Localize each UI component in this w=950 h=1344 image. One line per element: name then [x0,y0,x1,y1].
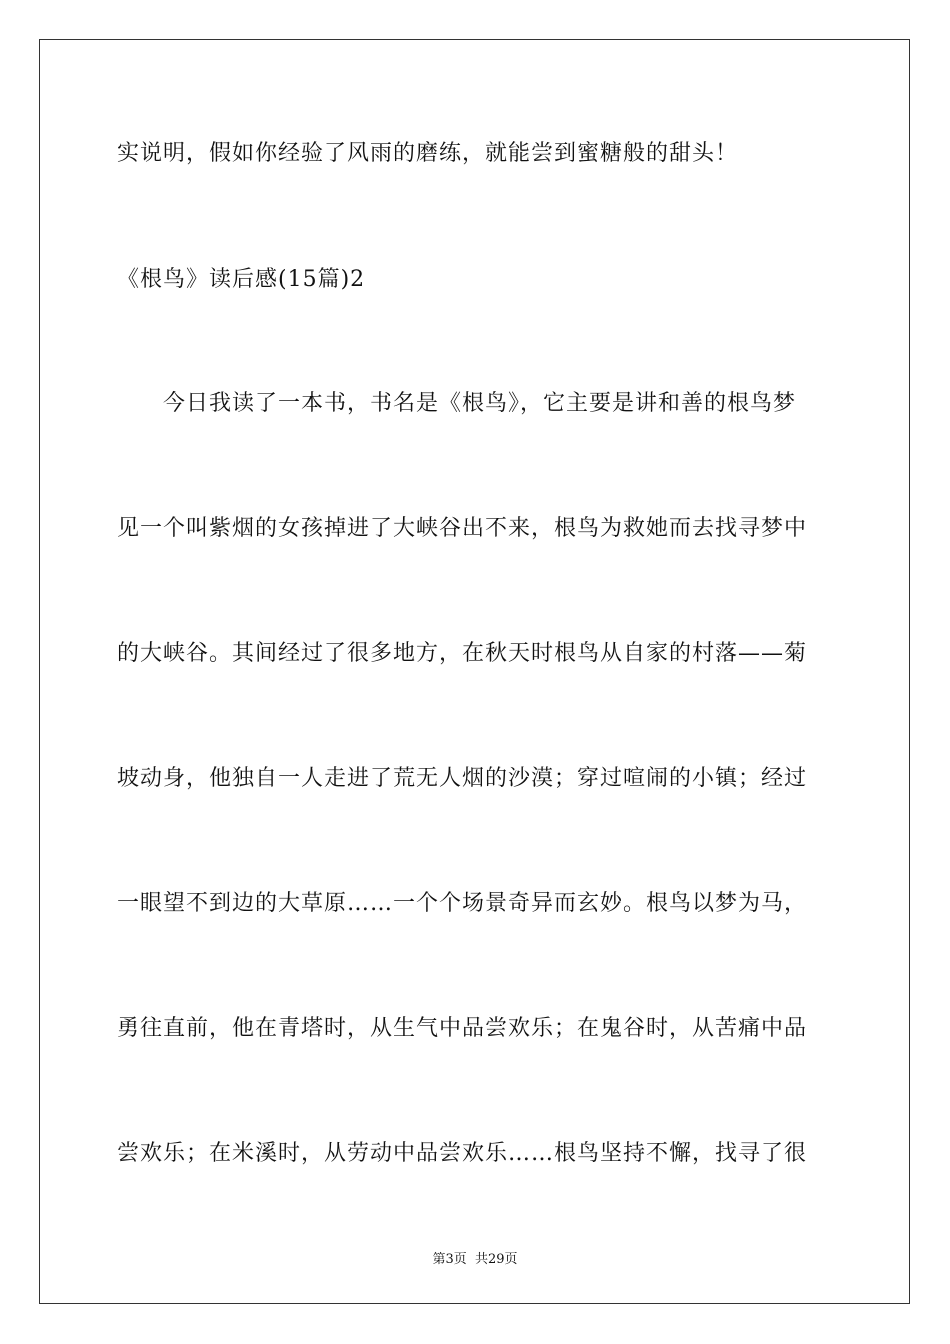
page-number: 第3页 [432,1252,467,1267]
paragraph-line-4: 坡动身，他独自一人走进了荒无人烟的沙漠；穿过喧闹的小镇；经过 [117,766,808,791]
paragraph-line-5: 一眼望不到边的大草原……一个个场景奇异而玄妙。根鸟以梦为马， [117,891,808,916]
text-line-1: 实说明，假如你经验了风雨的磨练，就能尝到蜜糖般的甜头！ [117,141,739,166]
page-border [39,39,910,1304]
paragraph-line-3: 的大峡谷。其间经过了很多地方，在秋天时根鸟从自家的村落——菊 [117,641,808,666]
paragraph-line-6: 勇往直前，他在青塔时，从生气中品尝欢乐；在鬼谷时，从苦痛中品 [117,1016,808,1041]
section-heading: 《根鸟》读后感(15篇)2 [117,267,366,292]
paragraph-line-1: 今日我读了一本书，书名是《根鸟》，它主要是讲和善的根鸟梦 [163,391,797,416]
paragraph-line-7: 尝欢乐；在米溪时，从劳动中品尝欢乐……根鸟坚持不懈，找寻了很 [117,1141,808,1166]
page-total: 共29页 [474,1252,518,1267]
page-footer [0,1248,950,1267]
paragraph-line-2: 见一个叫紫烟的女孩掉进了大峡谷出不来，根鸟为救她而去找寻梦中 [117,516,808,541]
